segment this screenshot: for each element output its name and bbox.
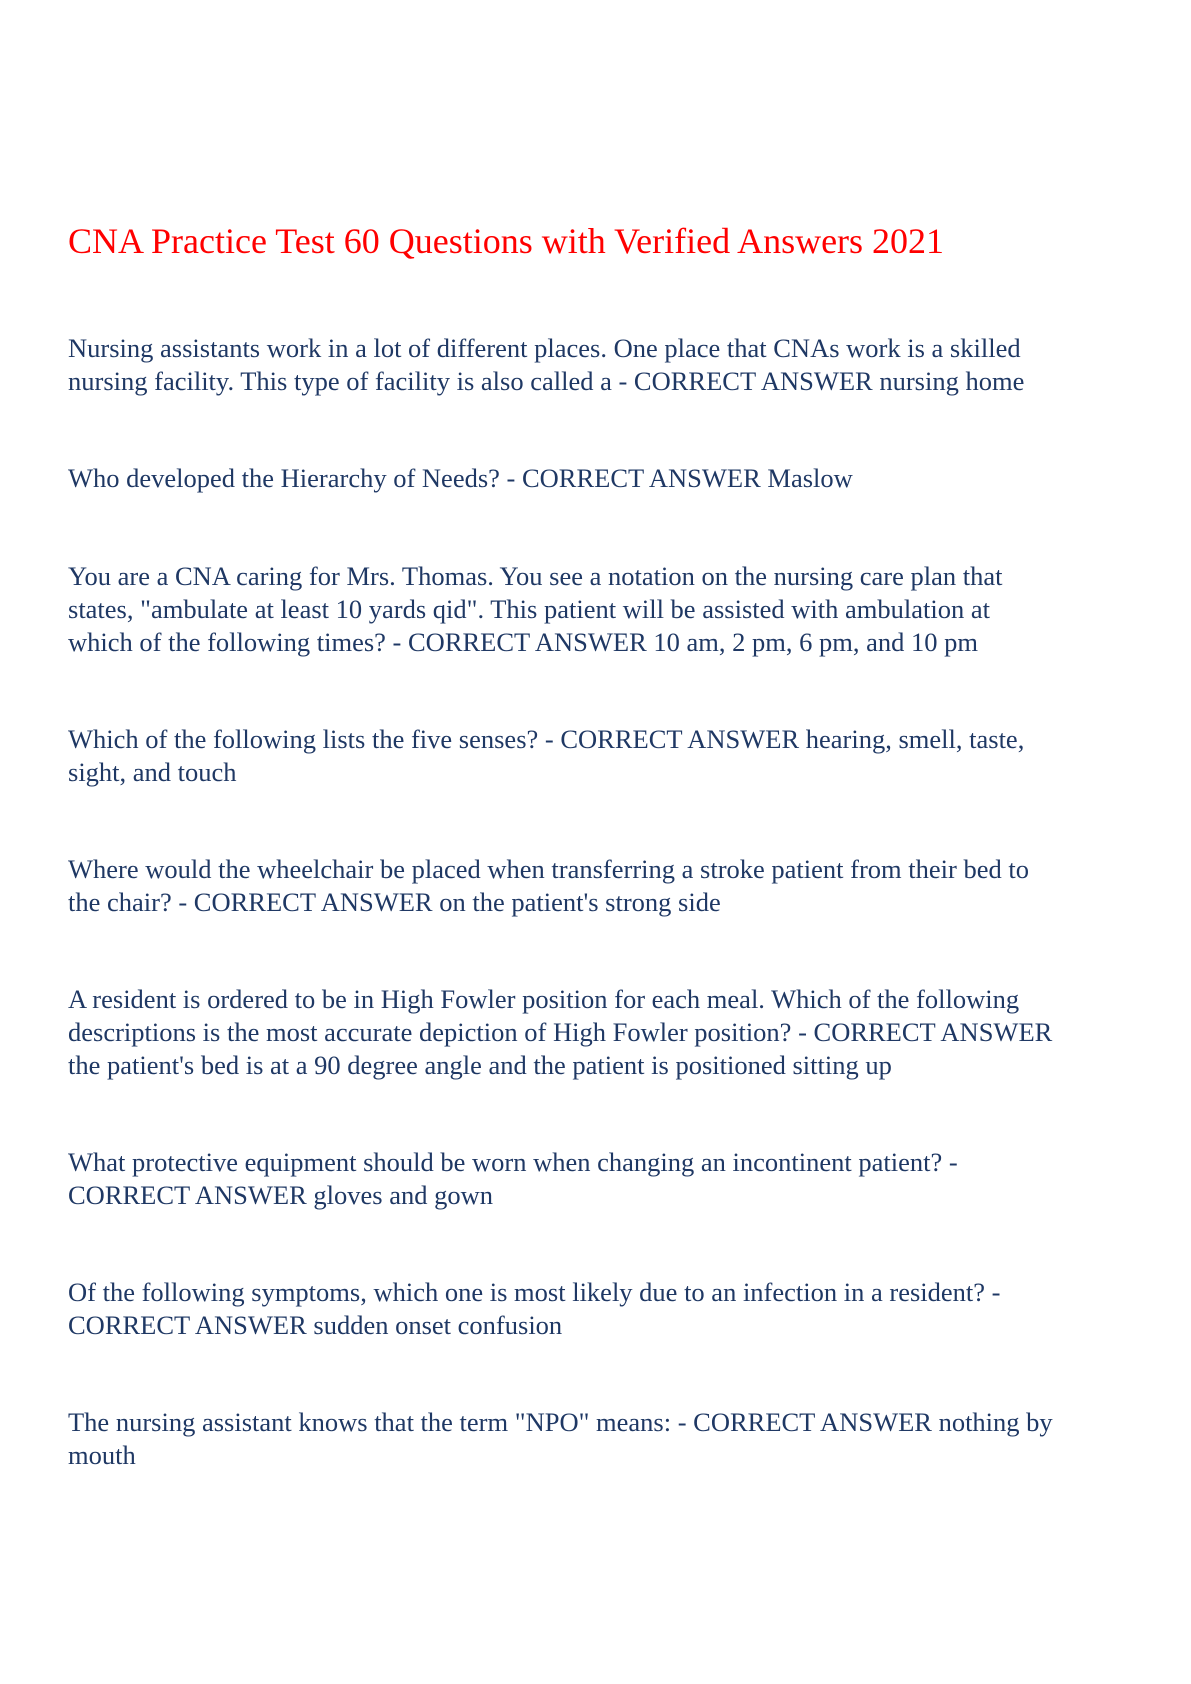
qa-line: You are a CNA caring for Mrs. Thomas. You see a notation on the nursing care plan that: [68, 561, 1003, 591]
qa-line: A resident is ordered to be in High Fowler position for each meal. Which of the following: [68, 984, 1020, 1014]
qa-item: [68, 1276, 1128, 1342]
qa-line: Which of the following lists the five senses? - CORRECT ANSWER hearing, smell, taste,: [68, 724, 1025, 754]
qa-line: descriptions is the most accurate depiction of High Fowler position? - CORRECT ANSWER: [68, 1017, 1053, 1047]
qa-item: [68, 1146, 1128, 1212]
qa-line: Who developed the Hierarchy of Needs? - CORRECT ANSWER Maslow: [68, 463, 853, 493]
qa-item: [68, 332, 1128, 398]
qa-line: sight, and touch: [68, 757, 237, 787]
qa-line: which of the following times? - CORRECT ANSWER 10 am, 2 pm, 6 pm, and 10 pm: [68, 627, 979, 657]
qa-line: Where would the wheelchair be placed when transferring a stroke patient from their bed to: [68, 854, 1029, 884]
qa-line: Nursing assistants work in a lot of different places. One place that CNAs work is a skilled: [68, 333, 1021, 363]
document-title: CNA Practice Test 60 Questions with Verified Answers 2021: [68, 221, 945, 261]
qa-line: CORRECT ANSWER sudden onset confusion: [68, 1310, 563, 1340]
qa-line: CORRECT ANSWER gloves and gown: [68, 1180, 493, 1210]
qa-line: Of the following symptoms, which one is most likely due to an infection in a resident? -: [68, 1277, 1001, 1307]
qa-line: What protective equipment should be worn when changing an incontinent patient? -: [68, 1147, 958, 1177]
qa-item: [68, 983, 1128, 1082]
qa-line: the patient's bed is at a 90 degree angle and the patient is positioned sitting up: [68, 1050, 892, 1080]
qa-item: [68, 1406, 1128, 1472]
qa-line: nursing facility. This type of facility is also called a - CORRECT ANSWER nursing home: [68, 366, 1025, 396]
qa-item: [68, 723, 1128, 789]
qa-item: [68, 462, 1128, 495]
qa-item: [68, 560, 1128, 659]
qa-line: The nursing assistant knows that the term "NPO" means: - CORRECT ANSWER nothing by: [68, 1407, 1053, 1437]
qa-line: mouth: [68, 1440, 136, 1470]
qa-line: the chair? - CORRECT ANSWER on the patient's strong side: [68, 887, 721, 917]
qa-item: [68, 853, 1128, 919]
qa-line: states, "ambulate at least 10 yards qid". This patient will be assisted with ambulation at: [68, 594, 990, 624]
